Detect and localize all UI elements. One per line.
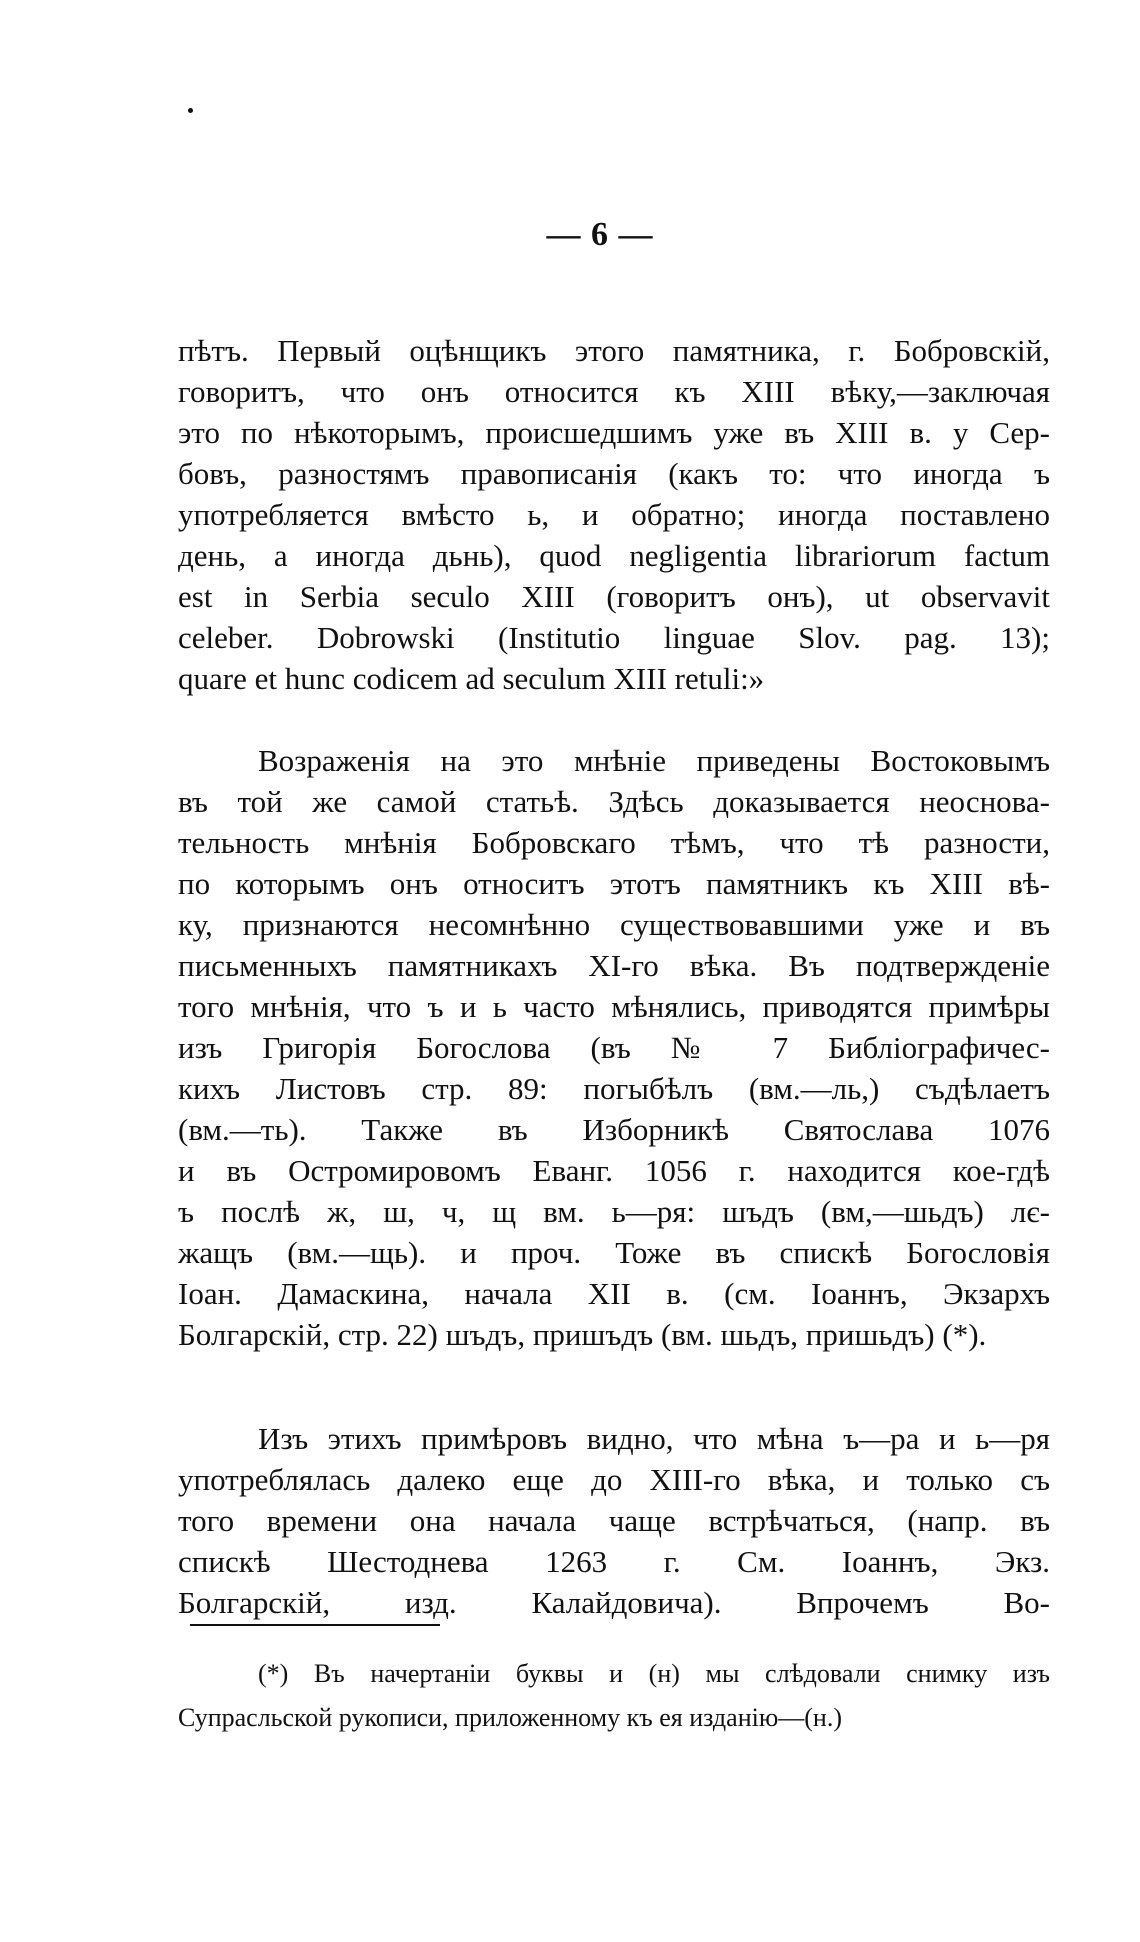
text-line: ъ послѣ ж, ш, ч, щ вм. ь—ря: шъдъ (вм,—шьдъ) лє- [178,1194,1050,1229]
text-line: est in Serbia seculo XIII (говоритъ онъ), ut observavit [178,579,1050,614]
text-line: ку, признаются несомнѣнно существовавшими уже и въ [178,907,1050,942]
text-line: (вм.—ть). Также въ Изборникѣ Святослава 1076 [178,1112,1050,1147]
print-speck [188,108,193,113]
text-line: письменныхъ памятникахъ XI-го вѣка. Въ подтвержденіе [178,948,1050,983]
text-line: пѣтъ. Первый оцѣнщикъ этого памятника, г. Бобровскій, [178,333,1050,368]
text-line: изъ Григорія Богослова (въ № 7 Библіографичес- [178,1030,1050,1065]
text-line: бовъ, разностямъ правописанія (какъ то: что иногда ъ [178,456,1050,491]
text-line: того времени она начала чаще встрѣчаться, (напр. въ [178,1503,1050,1538]
text-line: употребляется вмѣсто ь, и обратно; иногда поставлено [178,497,1050,532]
text-line: и въ Остромировомъ Еванг. 1056 г. находится кое-гдѣ [178,1153,1050,1188]
text-line: того мнѣнія, что ъ и ь часто мѣнялись, приводятся примѣры [178,989,1050,1024]
text-line: celeber. Dobrowski (Institutio linguae Slov. pag. 13); [178,620,1050,655]
text-line: день, а иногда дьнь), quod negligentia librariorum factum [178,538,1050,573]
text-line: это по нѣкоторымъ, происшедшимъ уже въ XIII в. у Сер- [178,415,1050,450]
text-line: жащъ (вм.—щь). и проч. Тоже въ спискѣ Богословія [178,1235,1050,1270]
text-line: quare et hunc codicem ad seculum XIII retuli:» [178,661,765,696]
paragraph-2 [178,740,1050,1355]
text-line: въ той же самой статьѣ. Здѣсь доказывается неоснова- [178,784,1050,819]
text-line: спискѣ Шестоднева 1263 г. См. Іоаннъ, Экз. [178,1544,1050,1579]
footnote [178,1652,1050,1740]
text-line: Изъ этихъ примѣровъ видно, что мѣна ъ—ра и ь—ря [258,1421,1050,1456]
text-line: говоритъ, что онъ относится къ XIII вѣку,—заключая [178,374,1050,409]
text-line: тельность мнѣнія Бобровскаго тѣмъ, что тѣ разности, [178,825,1050,860]
text-line: Возраженія на это мнѣніе приведены Востоковымъ [258,743,1050,778]
page-number: — 6 — [546,216,654,253]
text-line: Болгарскій, стр. 22) шъдъ, пришъдъ (вм. шьдъ, пришьдъ) (*). [178,1317,987,1352]
text-line: Болгарскій, изд. Калайдовича). Впрочемъ Во- [178,1585,1050,1620]
text-line: употреблялась далеко еще до XIII-го вѣка, и только съ [178,1462,1050,1497]
paragraph-3 [178,1418,1050,1623]
footnote-divider [190,1624,440,1626]
text-line: кихъ Листовъ стр. 89: погыбѣлъ (вм.—ль,) съдѣлаетъ [178,1071,1050,1106]
footnote-line: (*) Въ начертаніи буквы и (н) мы слѣдовали снимку изъ [258,1659,1050,1688]
text-line: Іоан. Дамаскина, начала XII в. (см. Іоаннъ, Экзархъ [178,1276,1050,1311]
paragraph-1 [178,330,1050,699]
text-line: по которымъ онъ относитъ этотъ памятникъ къ XIII вѣ- [178,866,1050,901]
footnote-line: Супрасльской рукописи, приложенному къ ея изданію—(н.) [178,1703,842,1732]
